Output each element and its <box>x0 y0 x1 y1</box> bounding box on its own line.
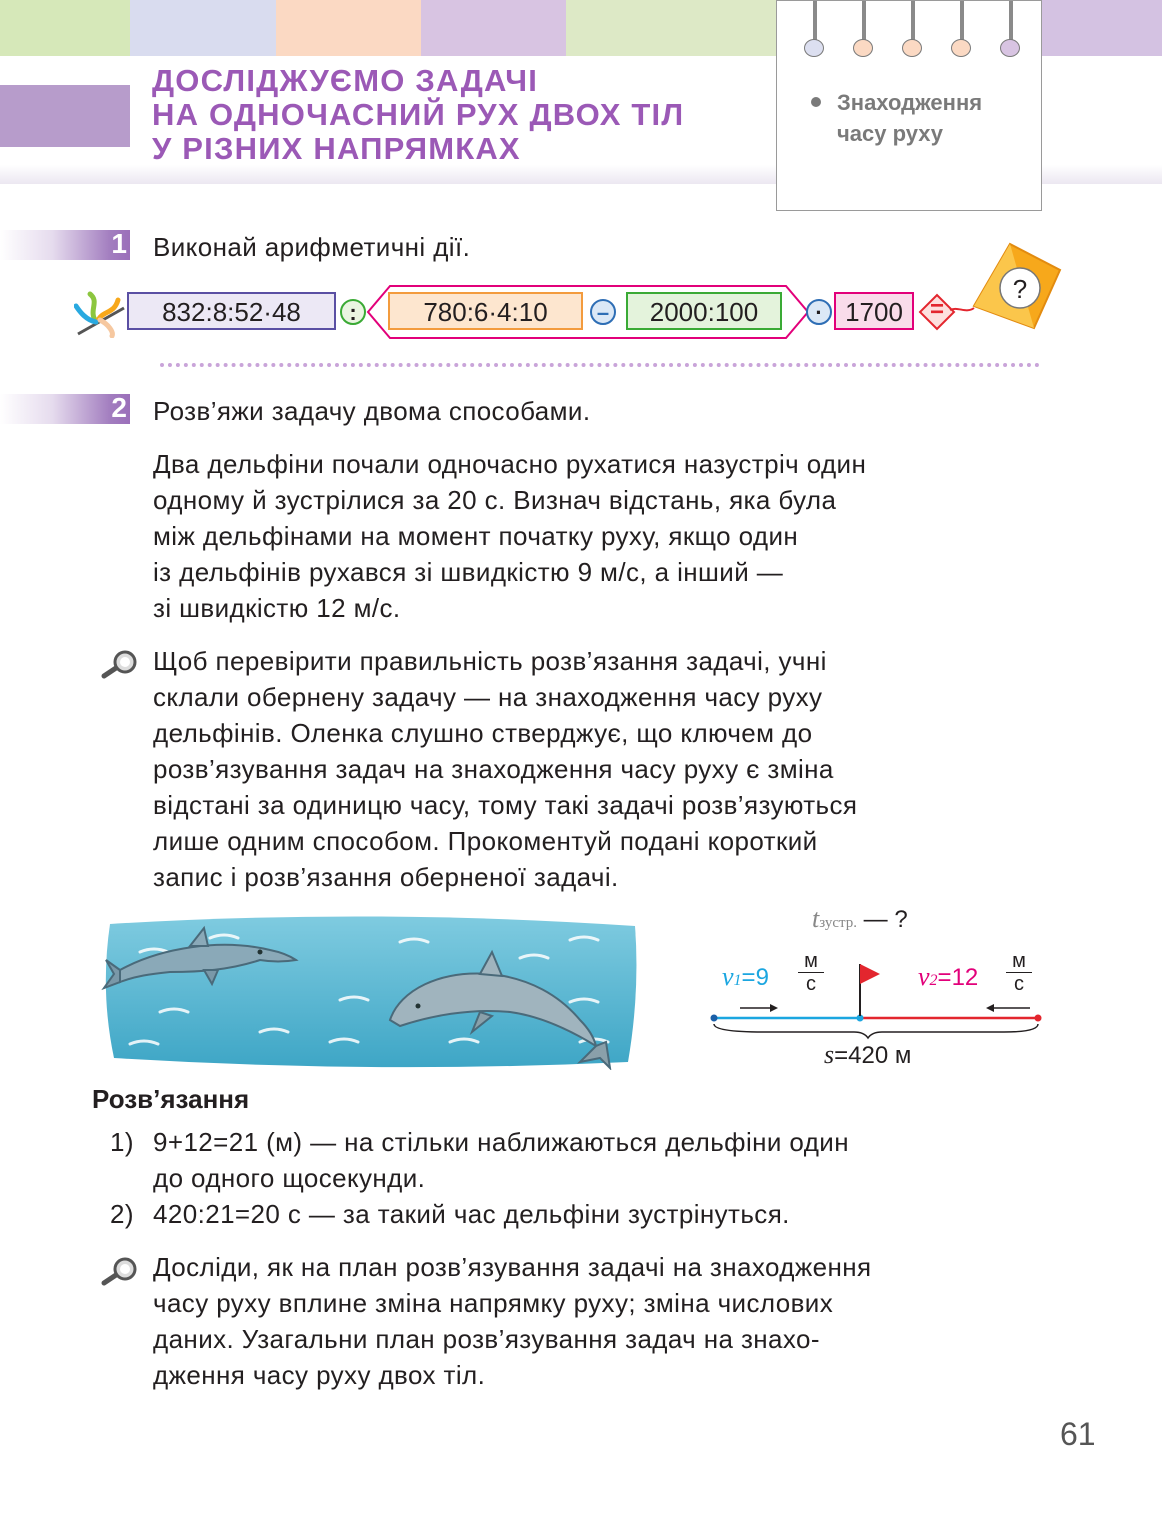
header-accent <box>0 85 130 147</box>
time-label: tзустр. — ? <box>812 904 908 933</box>
research-line: часу руху вплине зміна напрямку руху; зміна числових <box>153 1288 834 1318</box>
operator-multiply: · <box>806 299 832 325</box>
problem-line: зі швидкістю 12 м/с. <box>153 593 401 623</box>
stripe-green-2 <box>566 0 776 56</box>
notebook-hole <box>902 39 922 57</box>
note-line: Знаходження <box>837 90 983 115</box>
page-title <box>152 64 684 166</box>
solution-title: Розв’язання <box>92 1084 250 1114</box>
ex2-problem <box>153 446 866 626</box>
bullet-icon <box>811 97 821 107</box>
operator-divide: : <box>340 299 366 325</box>
v2-unit: м с <box>1006 950 1032 995</box>
notebook-ring <box>911 1 915 41</box>
notebook-hole <box>951 39 971 57</box>
problem-line: із дельфінів рухався зі швидкістю 9 м/с, а інший — <box>153 557 784 587</box>
research-line: даних. Узагальни план розв’язування задач на знахо- <box>153 1324 820 1354</box>
v1-label: v1=9 <box>722 962 769 991</box>
topic-note <box>811 87 982 149</box>
research-line: лише одним способом. Прокоментуй подані короткий <box>153 826 818 856</box>
research-line: Досліди, як на план розв’язування задачі на знаходження <box>153 1252 872 1282</box>
step-2 <box>153 1196 790 1232</box>
v2-label: v2=12 <box>918 962 979 991</box>
research-line: склали обернену задачу — на знаходження часу руху <box>153 682 823 712</box>
magnifier-icon <box>100 1257 140 1287</box>
title-line: У РІЗНИХ НАПРЯМКАХ <box>152 131 521 166</box>
ex2-research-2 <box>153 1249 872 1393</box>
exercise-number-2: 2 <box>0 394 130 424</box>
note-line: часу руху <box>837 121 943 146</box>
step-1 <box>153 1124 849 1196</box>
dotted-divider <box>160 363 1040 367</box>
expression-box-4: 1700 <box>834 292 914 330</box>
stripe-green <box>0 0 130 56</box>
notebook-hole <box>853 39 873 57</box>
operator-equals: = <box>929 296 944 323</box>
page-number: 61 <box>1060 1416 1096 1452</box>
expression-box-1: 832:8:52·48 <box>127 292 336 330</box>
expression-box-2: 780:6·4:10 <box>388 292 583 330</box>
expression-box-3: 2000:100 <box>626 292 782 330</box>
research-line: дження часу руху двох тіл. <box>153 1360 486 1390</box>
research-line: Щоб перевірити правильність розв’язання задачі, учні <box>153 646 827 676</box>
research-line: запис і розв’язання оберненої задачі. <box>153 862 619 892</box>
magnifier-icon <box>100 650 140 680</box>
exercise-number-1: 1 <box>0 230 130 260</box>
research-line: розв’язування задач на знаходження часу руху є зміна <box>153 754 834 784</box>
notebook-ring <box>862 1 866 41</box>
ex1-instruction: Виконай арифметичні дії. <box>153 232 471 262</box>
step-number: 2) <box>110 1199 134 1229</box>
notebook-ring <box>1009 1 1013 41</box>
topic-notebook <box>776 0 1042 211</box>
streamer-icon <box>74 290 128 338</box>
step-number: 1) <box>110 1127 134 1157</box>
stripe-peach <box>276 0 421 56</box>
ex2-research-1 <box>153 643 857 895</box>
research-line: відстані за одиницю часу, тому такі задачі розв’язуються <box>153 790 858 820</box>
title-line: ДОСЛІДЖУЄМО ЗАДАЧІ <box>152 63 539 98</box>
problem-line: одному й зустрілися за 20 с. Визнач відстань, яка була <box>153 485 837 515</box>
motion-diagram <box>704 958 1050 1044</box>
step-line: до одного щосекунди. <box>153 1163 426 1193</box>
dolphins-illustration <box>100 912 640 1070</box>
notebook-hole <box>1000 39 1020 57</box>
notebook-hole <box>804 39 824 57</box>
problem-line: Два дельфіни почали одночасно рухатися назустріч один <box>153 449 867 479</box>
notebook-ring <box>960 1 964 41</box>
stripe-blue <box>130 0 276 56</box>
research-line: дельфінів. Оленка слушно стверджує, що ключем до <box>153 718 813 748</box>
title-line: НА ОДНОЧАСНИЙ РУХ ДВОХ ТІЛ <box>152 97 685 132</box>
v1-unit: м с <box>798 950 824 995</box>
step-line: 9+12=21 (м) — на стільки наближаються дельфіни один <box>153 1127 849 1157</box>
stripe-lilac-2 <box>1042 0 1162 56</box>
distance-label: s=420 м <box>824 1040 912 1069</box>
kite-question: ? <box>1012 274 1028 304</box>
step-line: 420:21=20 с — за такий час дельфіни зустрінуться. <box>153 1199 790 1229</box>
ex2-instruction: Розв’яжи задачу двома способами. <box>153 396 591 426</box>
problem-line: між дельфінами на момент початку руху, якщо один <box>153 521 799 551</box>
kite-icon <box>948 240 1064 332</box>
stripe-lilac <box>421 0 566 56</box>
operator-minus: – <box>590 299 616 325</box>
notebook-ring <box>813 1 817 41</box>
